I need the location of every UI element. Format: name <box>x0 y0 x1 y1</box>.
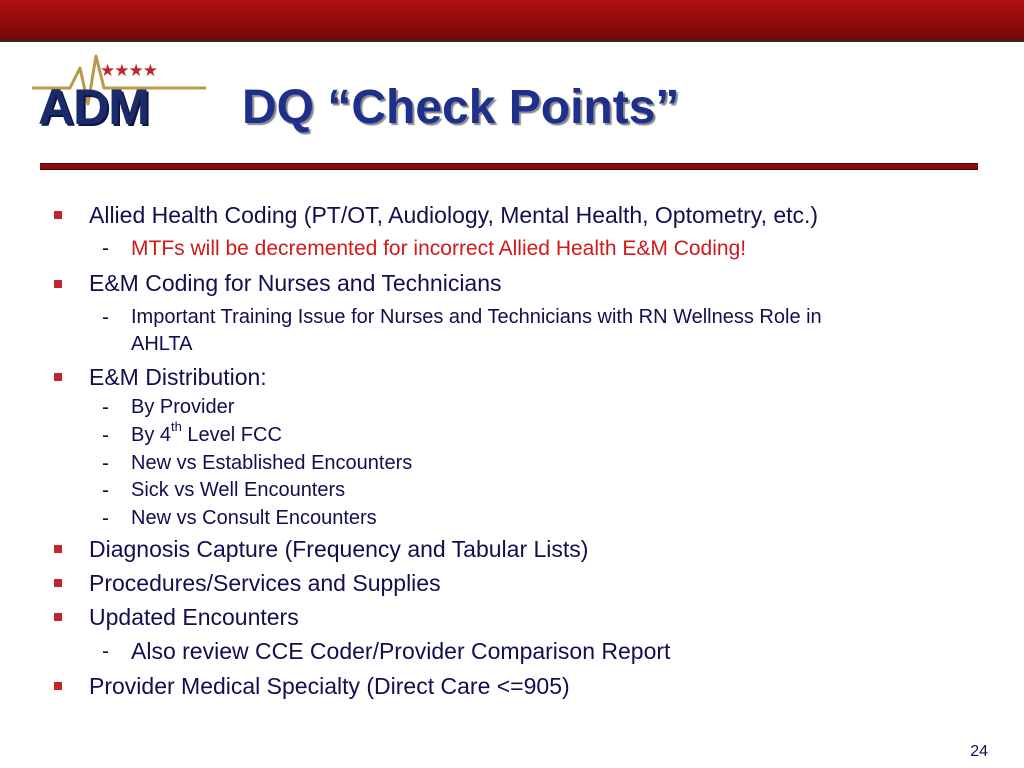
dash-marker: - <box>102 306 109 329</box>
list-subitem: New vs Consult Encounters <box>131 507 377 529</box>
list-subitem-continuation: AHLTA <box>131 333 193 355</box>
list-subitem: Important Training Issue for Nurses and Technicians with RN Wellness Role in <box>131 306 822 328</box>
list-subitem: MTFs will be decremented for incorrect Allied Health E&M Coding! <box>131 237 747 260</box>
bullet-square-icon <box>54 545 62 553</box>
logo-stars: ★★★★ <box>100 61 157 80</box>
slide-title: DQ “Check Points” <box>242 81 680 134</box>
list-subitem <box>131 419 282 446</box>
list-subitem-text: By 4 <box>131 424 172 446</box>
bullet-square-icon <box>54 211 62 219</box>
list-item: Updated Encounters <box>89 604 299 630</box>
logo-text: ADM <box>38 79 149 135</box>
dash-marker: - <box>102 479 109 502</box>
list-item: Diagnosis Capture (Frequency and Tabular Lists) <box>89 536 589 562</box>
list-item: Allied Health Coding (PT/OT, Audiology, Mental Health, Optometry, etc.) <box>89 202 819 228</box>
list-subitem: Sick vs Well Encounters <box>131 479 346 501</box>
page-number: 24 <box>970 743 988 760</box>
list-item: E&M Distribution: <box>89 364 267 390</box>
bullet-square-icon <box>54 280 62 288</box>
bullet-square-icon <box>54 682 62 690</box>
list-subitem: By Provider <box>131 396 235 418</box>
ordinal-suffix: th <box>171 419 182 435</box>
list-item: Provider Medical Specialty (Direct Care <=905) <box>89 673 570 699</box>
bullet-square-icon <box>54 373 62 381</box>
list-subitem-text: Level FCC <box>181 424 282 446</box>
list-item: E&M Coding for Nurses and Technicians <box>89 270 502 296</box>
list-subitem: Also review CCE Coder/Provider Comparison Report <box>131 638 671 664</box>
dash-marker: - <box>102 452 109 475</box>
bullet-square-icon <box>54 613 62 621</box>
dash-marker: - <box>102 396 109 419</box>
list-item: Procedures/Services and Supplies <box>89 570 441 596</box>
dash-marker: - <box>102 507 109 530</box>
list-subitem: New vs Established Encounters <box>131 452 413 474</box>
bullet-square-icon <box>54 579 62 587</box>
dash-marker: - <box>102 640 109 663</box>
dash-marker: - <box>102 424 109 447</box>
dash-marker: - <box>102 237 109 260</box>
